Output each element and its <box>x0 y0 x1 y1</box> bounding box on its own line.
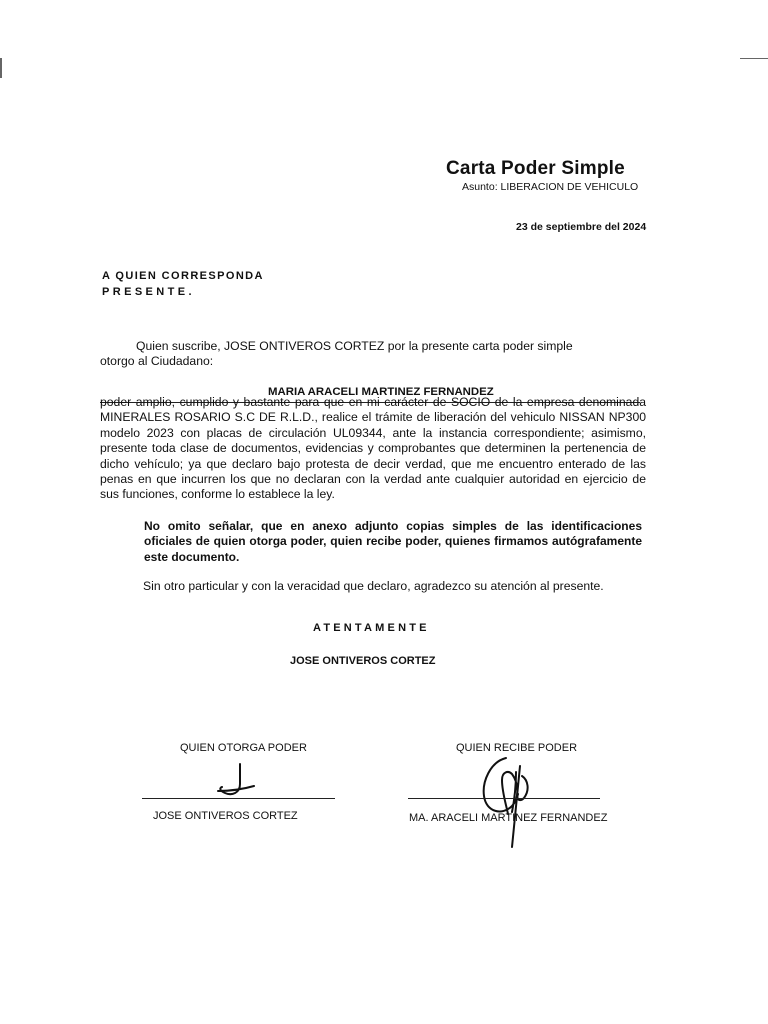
addressee-line: A QUIEN CORRESPONDA <box>102 270 264 282</box>
presente-line: PRESENTE. <box>102 286 195 298</box>
annex-paragraph <box>100 519 642 565</box>
intro-line: otorgo al Ciudadano: <box>100 354 214 369</box>
recipient-name: MA. ARACELI MARTINEZ FERNANDEZ <box>409 812 608 824</box>
intro-line: Quien suscribe, JOSE ONTIVEROS CORTEZ por la presente carta poder simple <box>136 339 573 353</box>
intro-paragraph <box>100 339 646 370</box>
grantor-signature-line <box>142 798 335 799</box>
recipient-label: QUIEN RECIBE PODER <box>456 742 578 754</box>
closing-sentence: Sin otro particular y con la veracidad que declaro, agradezco su atención al presente. <box>143 579 604 593</box>
scan-margin-mark-right <box>740 58 768 59</box>
scan-margin-mark-left <box>0 58 2 78</box>
subject-line: Asunto: LIBERACION DE VEHICULO <box>462 181 639 193</box>
grantor-name: JOSE ONTIVEROS CORTEZ <box>153 810 298 822</box>
powers-paragraph: poder amplio, cumplido y bastante para que en mi carácter de SOCIO de la empresa denominada MINERALES ROSARIO S.C DE R.L.D., realice el trámite de liberación del vehiculo NISSAN NP300 modelo 2023 con placas de circulación UL09344, ante la instancia correspondiente; asimismo, presente toda clase de documentos, evidencias y comprobantes que determinen la pertenencia de dicho vehículo; ya que declaro bajo protesta de decir verdad, que me encuentro enterado de las penas en que incurren los que no declaran con la verdad ante cualquier autoridad en ejercicio de sus funciones, conforme lo establece la ley. <box>100 395 646 502</box>
annex-text: No omito señalar, que en anexo adjunto copias simples de las identificaciones oficiales de quien otorga poder, quien recibe poder, quienes firmamos autógrafamente este documento. <box>144 519 642 564</box>
document-date: 23 de septiembre del 2024 <box>516 221 647 233</box>
signer-name: JOSE ONTIVEROS CORTEZ <box>290 655 436 667</box>
attorney-name: MARIA ARACELI MARTINEZ FERNANDEZ <box>268 386 494 398</box>
grantor-label: QUIEN OTORGA PODER <box>180 742 307 754</box>
document-title: Carta Poder Simple <box>446 158 625 179</box>
recipient-signature <box>472 752 552 852</box>
addressee-block <box>102 268 264 300</box>
grantor-signature <box>210 760 260 802</box>
sincerely-label: ATENTAMENTE <box>313 622 430 634</box>
recipient-signature-line <box>408 798 600 799</box>
